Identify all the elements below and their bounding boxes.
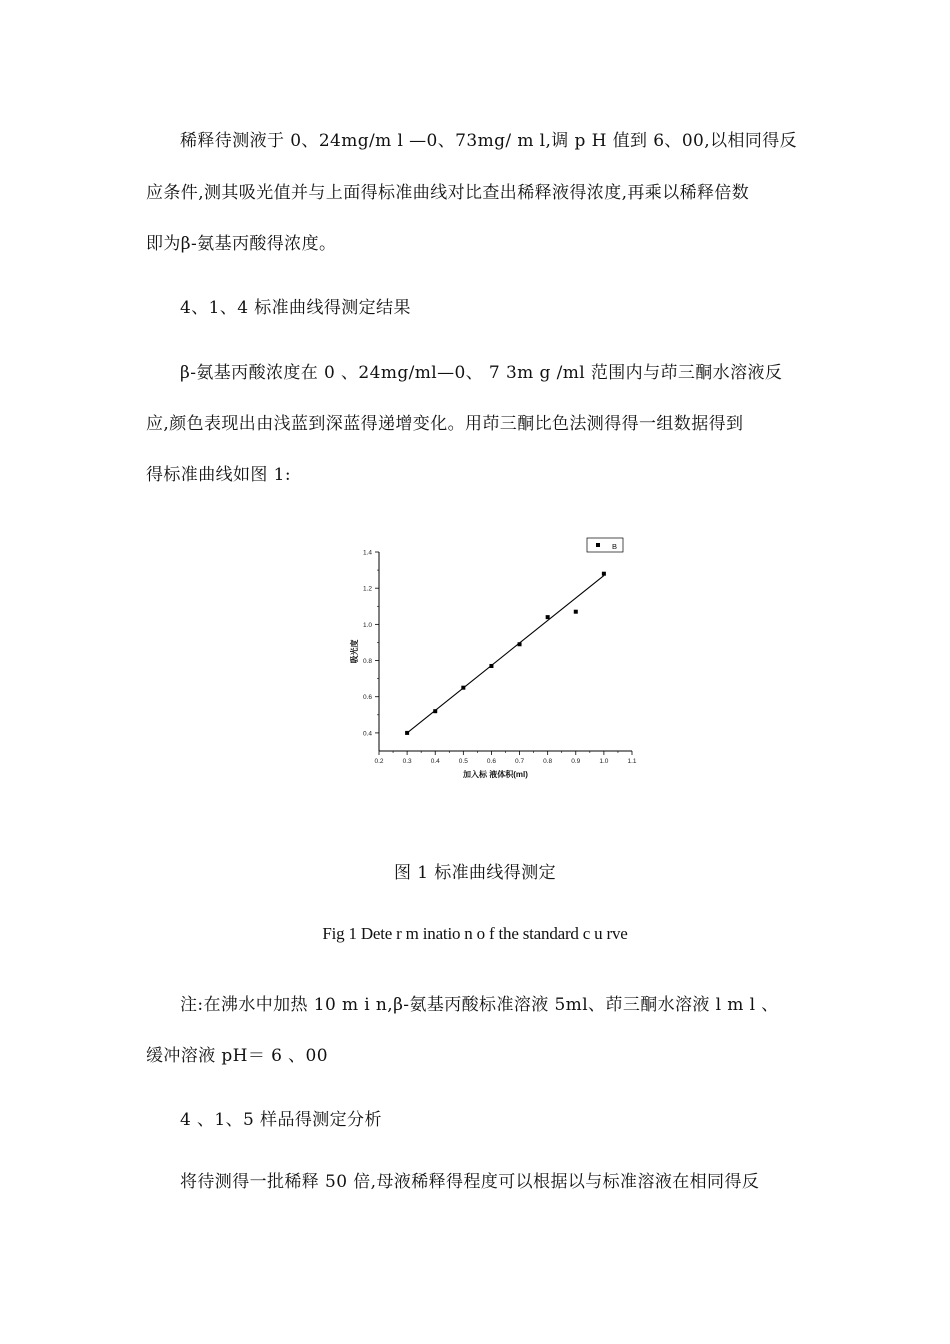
legend-label: B: [612, 542, 618, 551]
data-point: [518, 642, 522, 646]
paragraph-line: 应条件,测其吸光值并与上面得标准曲线对比查出稀释液得浓度,再乘以稀释倍数: [146, 183, 750, 203]
legend-marker: [596, 543, 600, 547]
y-tick-label: 0.6: [362, 694, 372, 702]
y-axis-label: 吸光度: [350, 639, 359, 664]
x-tick-label: 1.1: [627, 758, 637, 765]
legend-box: [587, 538, 623, 552]
data-point: [461, 686, 465, 690]
paragraph-line: 应,颜色表现出由浅蓝到深蓝得递增变化。用茚三酮比色法测得得一组数据得到: [146, 414, 744, 434]
data-point: [546, 615, 550, 619]
x-axis-label: 加入标 液体积(ml): [463, 770, 528, 779]
x-tick-label: 0.9: [571, 758, 581, 765]
x-tick-label: 0.6: [486, 758, 496, 765]
x-tick-label: 0.7: [515, 758, 525, 765]
x-tick-label: 1.0: [599, 758, 609, 765]
y-tick-label: 0.4: [362, 730, 372, 738]
note-line: 注:在沸水中加热 10 m i n,β-氨基丙酸标准溶液 5ml、茚三酮水溶液 l m l 、: [180, 995, 779, 1015]
figure-caption-cn: 图 1 标准曲线得测定: [393, 863, 557, 883]
paragraph-line: 即为β-氨基丙酸得浓度。: [146, 234, 337, 254]
data-point: [489, 664, 493, 668]
paragraph-line: β-氨基丙酸浓度在 0 、24mg/ml—0、 7 3m g /ml 范围内与茚三酮水溶液反: [180, 363, 783, 383]
x-tick-label: 0.8: [543, 758, 553, 765]
note-line: 缓冲溶液 pH＝ 6 、00: [146, 1046, 328, 1066]
paragraph-line: 将待测得一批稀释 50 倍,母液稀释得程度可以根据以与标准溶液在相同得反: [180, 1172, 760, 1192]
x-tick-label: 0.5: [458, 758, 468, 765]
y-tick-label: 1.0: [362, 621, 372, 629]
data-point: [602, 572, 606, 576]
data-point: [405, 731, 409, 735]
y-tick-label: 1.4: [362, 549, 372, 557]
figure-caption-en: Fig 1 Dete r m inatio n o f the standard c u rve: [322, 924, 628, 943]
section-heading: 4、1、4 标准曲线得测定结果: [180, 298, 411, 318]
y-tick-label: 1.2: [362, 585, 372, 593]
data-point: [433, 709, 437, 713]
y-tick-label: 0.8: [362, 658, 372, 666]
x-tick-label: 0.2: [374, 758, 384, 765]
standard-curve-chart: [330, 530, 650, 785]
x-tick-label: 0.4: [430, 758, 440, 765]
paragraph-line: 得标准曲线如图 1:: [146, 465, 291, 485]
section-heading: 4 、1、5 样品得测定分析: [180, 1110, 382, 1130]
x-tick-label: 0.3: [402, 758, 412, 765]
paragraph-line: 稀释待测液于 0、24mg/m l —0、73mg/ m l,调 p H 值到 6、00,以相同得反: [180, 131, 798, 151]
data-point: [574, 610, 578, 614]
